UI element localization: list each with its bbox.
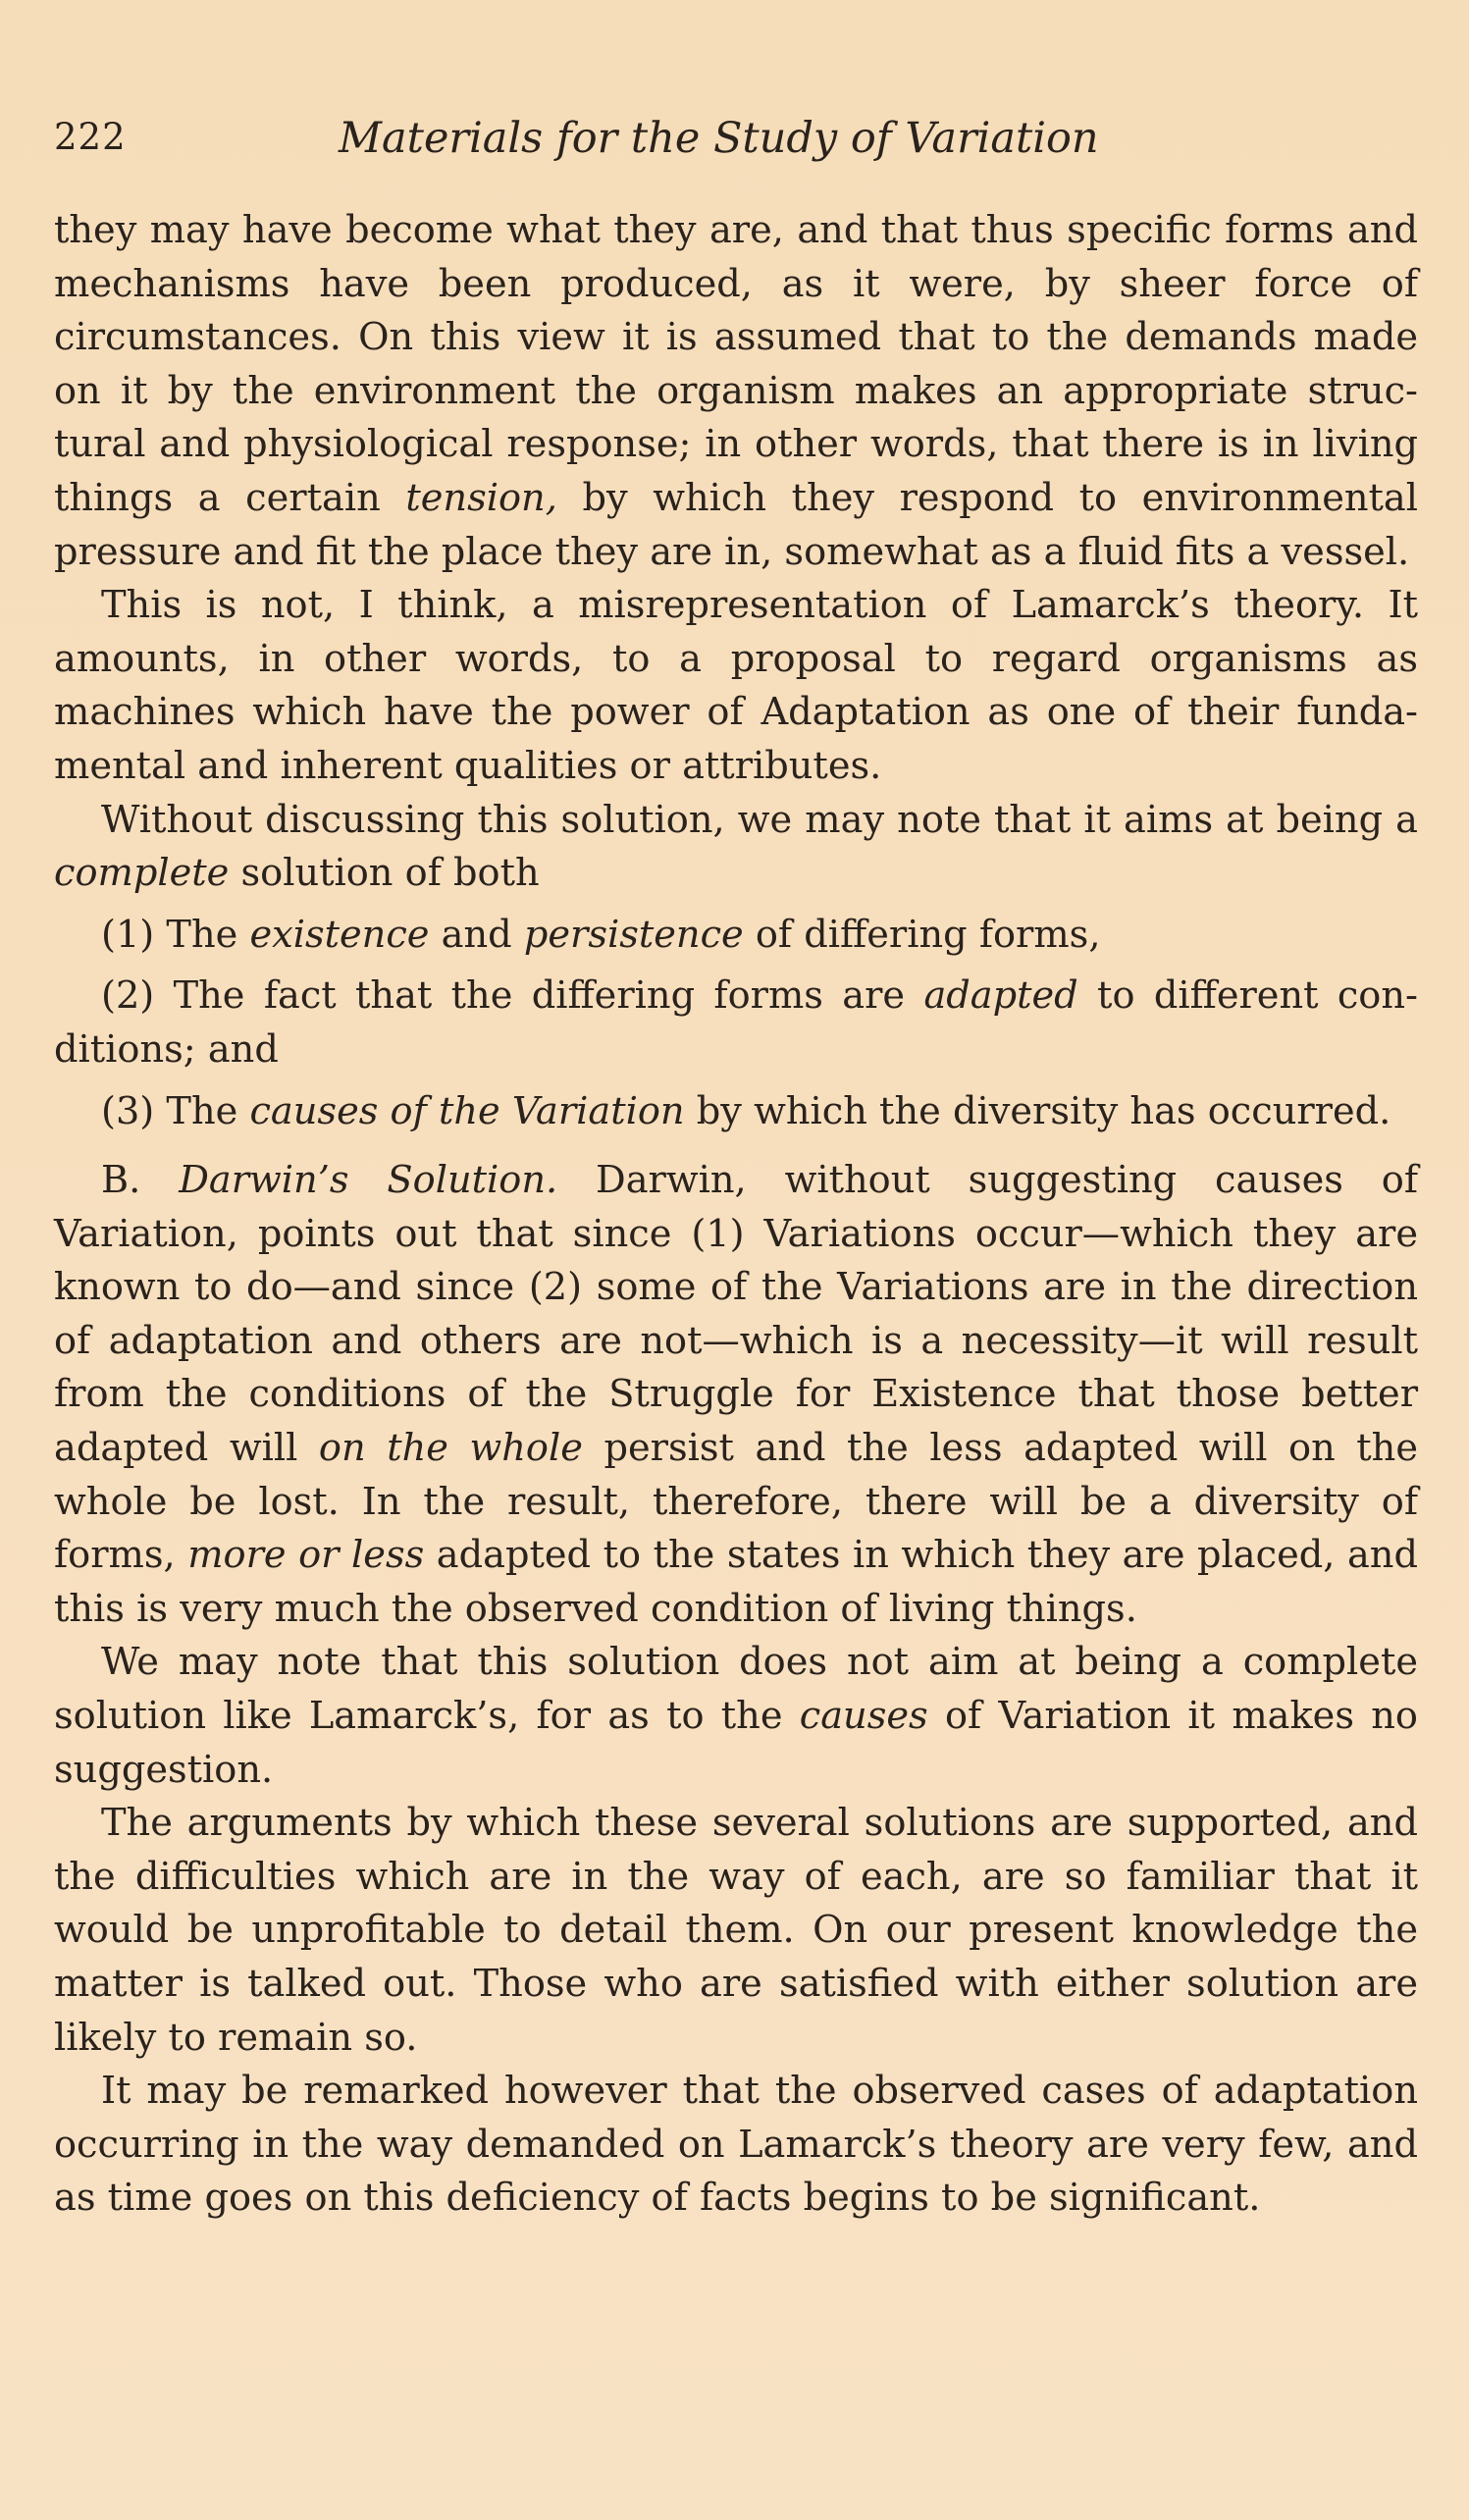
page-header: [54, 116, 1418, 175]
paragraph: [54, 579, 1418, 793]
numbered-item: [54, 1085, 1418, 1139]
paragraph-text: they may have become what they are, and that thus specific forms and mechanisms have been produced, as it were, by sheer force of circumstances. On this view it is assumed that to the demands made on it by the environment the organism makes an appropriate structural and physiological response; in other words, that there is in living things a certain: [54, 208, 1418, 520]
item-text: (1) The: [101, 912, 250, 957]
paragraph-text: persist and the less adapted will on the whole be lost. In the result, therefore, there will be a diversity of forms,: [54, 1426, 1419, 1578]
item-text: (2) The fact that the differing forms are: [101, 973, 924, 1019]
paragraph: [54, 1636, 1418, 1797]
paragraph-text: by which they respond to environmental pressure and fit the place they are in, somewhat as a fluid fits a vessel.: [54, 475, 1419, 574]
numbered-item: [54, 909, 1418, 963]
item-text: of differing forms,: [743, 912, 1101, 957]
italic-text: persistence: [523, 912, 744, 957]
paragraph-text: Darwin, without suggesting causes of Variation, points out that since (1) Variations occur—which they are known to do—and since (2) some of the Variations are in the direction of adaptation and others are not—which is a necessity—it will result from the conditions of the Struggle for Existence that those better adapted will: [54, 1158, 1418, 1471]
italic-text: adapted: [923, 973, 1078, 1019]
paragraph-text: Without discussing this solution, we may note that it aims at being a: [101, 797, 1418, 842]
page-number: 222: [54, 116, 127, 158]
italic-text: tension,: [405, 475, 557, 520]
numbered-item: [54, 970, 1418, 1076]
italic-text: causes of the Variation: [249, 1088, 685, 1133]
paragraph: [54, 2065, 1418, 2226]
paragraph-text: It may be remarked however that the observed cases of adaptation occurring in the way demanded on Lamarck’s theory are very few, and as time goes on this deficiency of facts begins to be significant.: [54, 2069, 1418, 2221]
running-title: Materials for the Study of Variation: [339, 114, 1099, 163]
section-heading-italic: Darwin’s Solution.: [179, 1158, 558, 1203]
paragraph-text: of Variation it makes no suggestion.: [54, 1694, 1418, 1792]
paragraph-text: The arguments by which these several solutions are supported, and the difficulties which are in the way of each, are so familiar that it would be unprofitable to detail them. On our present knowledge the matter is talked out. Those who are satisfied with either solution are likely to remain so.: [54, 1801, 1418, 2060]
item-text: and: [429, 912, 524, 957]
item-text: (3) The: [101, 1088, 250, 1133]
italic-text: causes: [799, 1694, 928, 1739]
italic-text: on the whole: [318, 1426, 583, 1471]
italic-text: existence: [249, 912, 430, 957]
paragraph-text: B.: [101, 1158, 180, 1203]
paragraph-continuation: [54, 204, 1418, 579]
italic-text: more or less: [187, 1533, 425, 1578]
item-text: to different conditions; and: [54, 973, 1418, 1072]
paragraph-text: This is not, I think, a misrepresentation of Lamarck’s theory. It amounts, in other words, to a proposal to regard organisms as machines which have the power of Adaptation as one of their fundamental and inherent qualities or attributes.: [54, 583, 1418, 788]
section-paragraph: [54, 1154, 1418, 1636]
body-text: [54, 204, 1418, 2226]
paragraph-text: We may note that this solution does not aim at being a complete solution like Lamarck’s, for as to the: [54, 1640, 1418, 1739]
italic-text: complete: [54, 851, 230, 896]
paragraph: [54, 794, 1418, 901]
paragraph-text: solution of both: [229, 851, 540, 896]
paragraph-text: adapted to the states in which they are placed, and this is very much the observed condition of living things.: [54, 1533, 1418, 1631]
paragraph: [54, 1797, 1418, 2065]
item-text: by which the diversity has occurred.: [684, 1088, 1391, 1133]
